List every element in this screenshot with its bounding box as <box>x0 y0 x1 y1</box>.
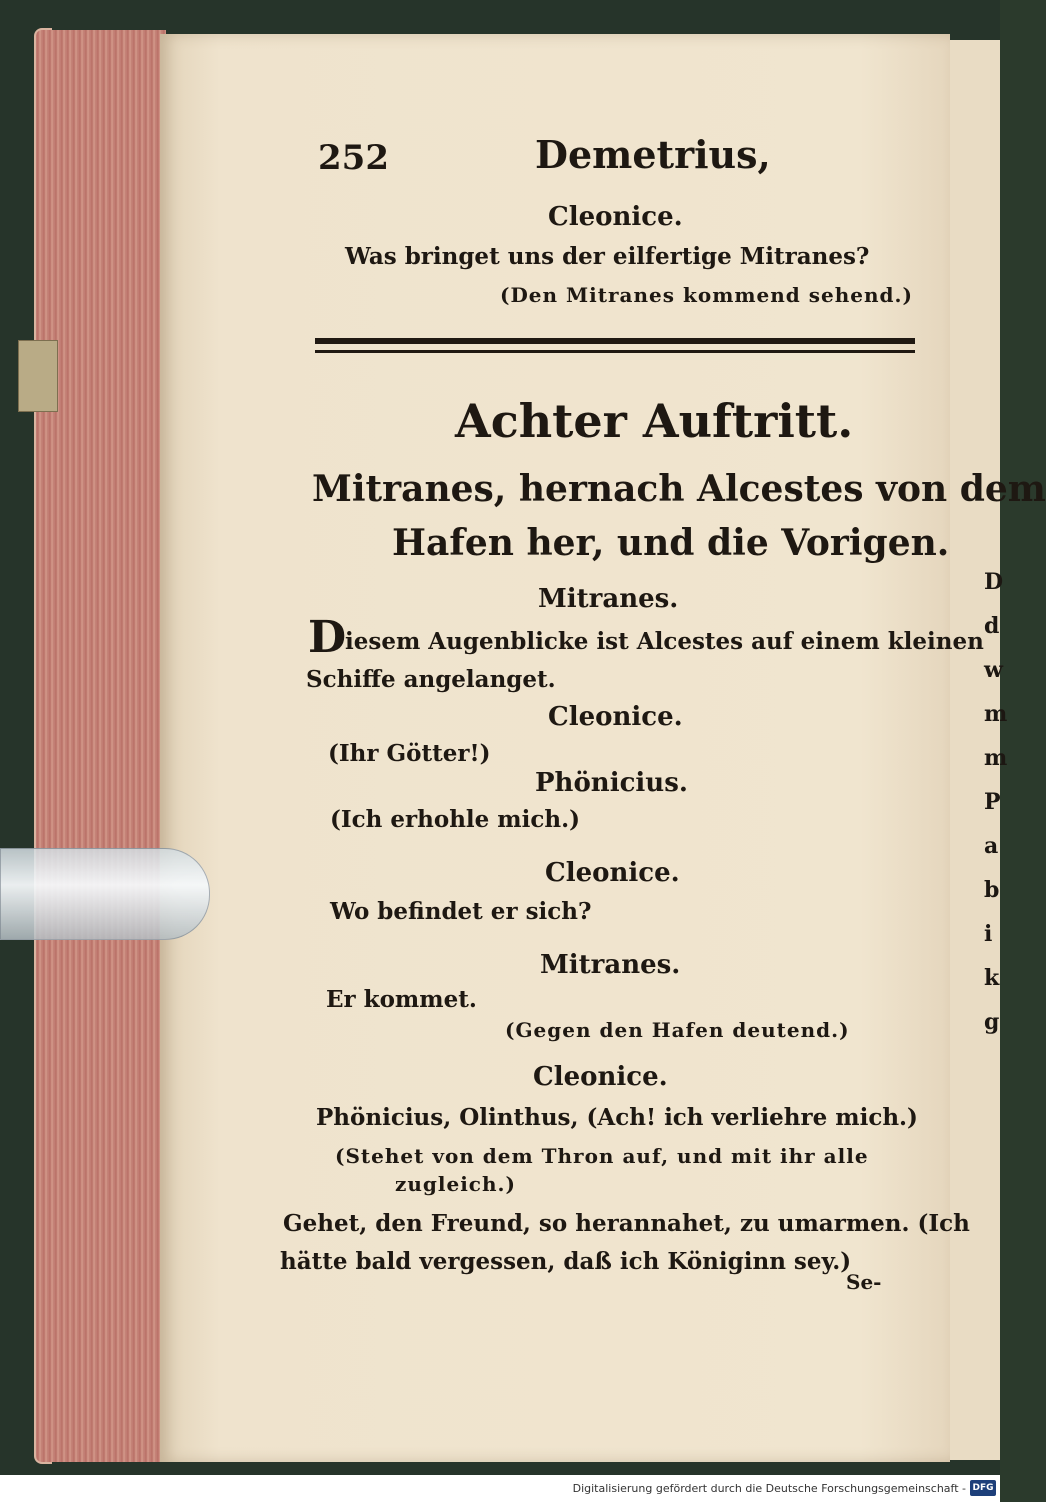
catchword: Se- <box>846 1270 882 1294</box>
dialogue-line: Er kommet. <box>326 986 477 1013</box>
dialogue-line: Wo befindet er sich? <box>330 898 592 925</box>
stage-direction: (Gegen den Hafen deutend.) <box>505 1018 850 1042</box>
speaker-name: Mitranes. <box>538 584 679 614</box>
facing-letter: a <box>984 833 999 859</box>
bookmark-tab <box>18 340 58 412</box>
funding-credit: Digitalisierung gefördert durch die Deutsche Forschungsgemeinschaft - <box>572 1482 966 1495</box>
scene-divider-thick <box>315 338 915 344</box>
stage-direction: (Den Mitranes kommend sehend.) <box>500 283 913 307</box>
dialogue-line: Gehet, den Freund, so herannahet, zu umarmen. (Ich <box>283 1210 970 1237</box>
facing-letter: k <box>984 965 1000 991</box>
speaker-name: Cleonice. <box>545 858 680 888</box>
book-page-edges <box>36 30 166 1462</box>
page-holder-clip <box>0 848 210 940</box>
facing-letter: b <box>984 877 1000 903</box>
dialogue-line: hätte bald vergessen, daß ich Königinn sey.) <box>280 1248 852 1275</box>
dialogue-line: Phönicius, Olinthus, (Ach! ich verliehre mich.) <box>316 1104 918 1131</box>
scene-persons: Hafen her, und die Vorigen. <box>392 522 950 564</box>
speaker-name: Phönicius. <box>535 768 688 798</box>
running-head: Demetrius, <box>535 132 771 177</box>
facing-letter: g <box>984 1009 1000 1035</box>
dialogue-line: Was bringet uns der eilfertige Mitranes? <box>345 243 870 270</box>
dialogue-line: (Ich erhohle mich.) <box>330 806 580 833</box>
stage-direction: zugleich.) <box>395 1172 516 1196</box>
facing-page-letters <box>984 560 1008 1044</box>
speaker-name: Cleonice. <box>548 702 683 732</box>
dialogue-line: (Ihr Götter!) <box>328 740 491 767</box>
scene-persons: Mitranes, hernach Alcestes von dem <box>312 468 1046 510</box>
speaker-name: Cleonice. <box>548 202 683 232</box>
dialogue-line: Schiffe angelanget. <box>306 666 556 693</box>
stage-direction: (Stehet von dem Thron auf, und mit ihr alle <box>335 1144 869 1168</box>
facing-letter: m <box>984 745 1008 771</box>
dialogue-line: iesem Augenblicke ist Alcestes auf einem kleinen <box>345 628 984 655</box>
drop-cap: D <box>308 612 347 663</box>
speaker-name: Mitranes. <box>540 950 681 980</box>
facing-letter: w <box>984 657 1003 683</box>
dfg-logo: DFG <box>970 1480 996 1496</box>
scene-divider-thin <box>315 350 915 353</box>
facing-letter: D <box>984 569 1004 595</box>
page-number: 252 <box>318 138 389 178</box>
speaker-name: Cleonice. <box>533 1062 668 1092</box>
facing-letter: P <box>984 789 1001 815</box>
facing-letter: m <box>984 701 1008 727</box>
facing-letter: d <box>984 613 1000 639</box>
scene-title: Achter Auftritt. <box>455 394 854 448</box>
facing-letter: i <box>984 921 993 947</box>
